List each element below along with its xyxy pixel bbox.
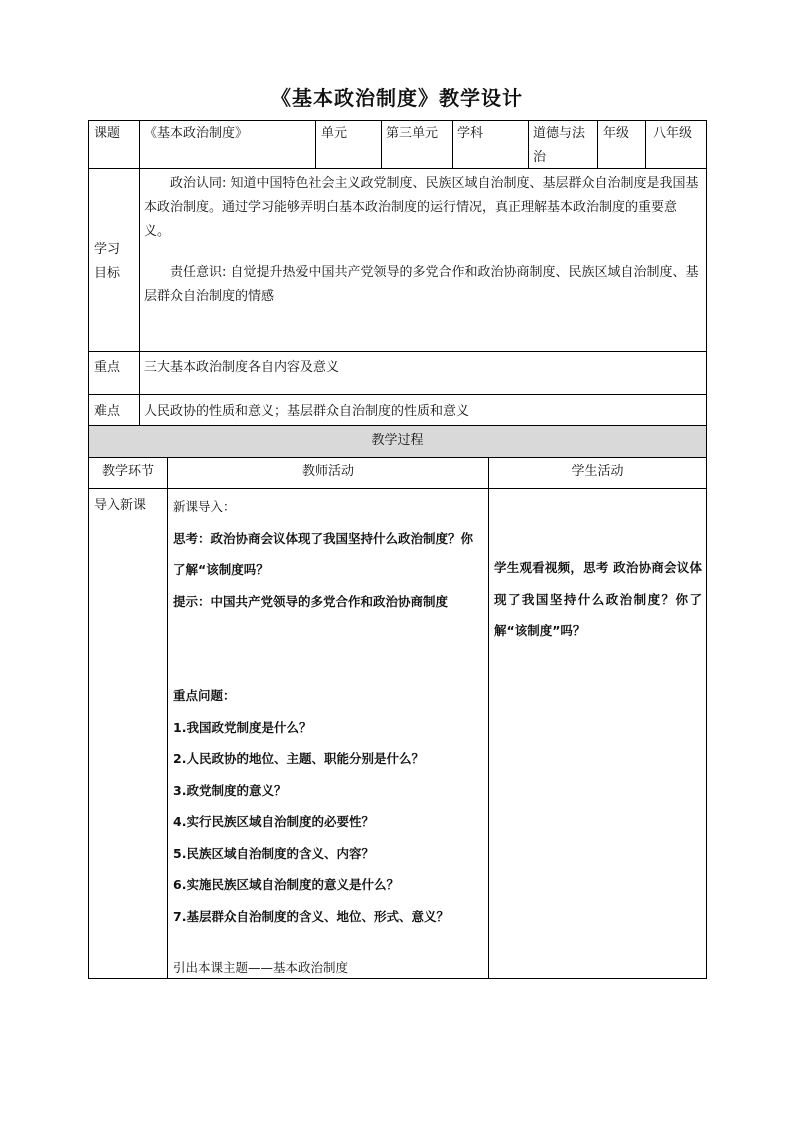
unit-label: 单元 [321,126,348,141]
goals-content [144,172,702,309]
column-divider [139,168,140,425]
spacer [173,932,485,952]
row-divider [88,394,707,395]
subject-value: 道德与法治 [533,126,586,165]
stage-name: 导入新课 [94,498,147,513]
student-activity: 学生观看视频，思考 政治协商会议体现了我国坚持什么政治制度？你了解“该制度”吗？ [494,560,702,638]
intro-line: 新课导入： [173,499,236,514]
question-item: 3.政党制度的意义？ [173,782,287,798]
subject-label: 学科 [457,126,484,141]
spacer [173,617,485,680]
goals-label: 学习目标 [94,242,121,281]
unit-value: 第三单元 [386,126,439,141]
row-divider [88,488,707,489]
column-divider [139,120,140,168]
column-divider [488,457,489,979]
intro-line: 提示：中国共产党领导的多党合作和政治协商制度 [173,593,449,609]
col-teacher-header: 教师活动 [301,464,354,479]
grade-value: 八年级 [653,126,693,141]
question-item: 7.基层群众自治制度的含义、地位、形式、意义？ [173,908,449,924]
column-divider [315,120,316,168]
question-item: 5.民族区域自治制度的含义、内容？ [173,845,374,861]
teacher-activity [173,491,485,984]
row-divider [88,457,707,458]
key-point-text: 三大基本政治制度各自内容及意义 [144,360,340,375]
intro-line: 思考：政治协商会议体现了我国坚持什么政治制度？你了解“该制度吗？ [173,530,474,577]
column-divider [528,120,529,168]
column-divider [645,120,646,168]
difficulty-text: 人民政协的性质和意义；基层群众自治制度的性质和意义 [144,404,470,419]
process-header: 教学过程 [371,433,424,448]
questions-title: 重点问题： [173,688,236,703]
row-divider [88,351,707,352]
column-divider [167,457,168,979]
question-item: 1.我国政党制度是什么？ [173,719,312,735]
col-student-header: 学生活动 [571,464,624,479]
question-item: 6.实施民族区域自治制度的意义是什么？ [173,877,399,892]
goal-paragraph: 责任意识: 自觉提升热爱中国共产党领导的多党合作和政治协商制度、民族区域自治制度、基层群众自治制度的情感 [144,265,699,304]
column-divider [381,120,382,168]
document-title: 《基本政治制度》教学设计 [271,86,523,110]
topic-value: 《基本政治制度》 [144,126,249,141]
lead-out: 引出本课主题——基本政治制度 [173,960,349,975]
row-divider [88,168,707,169]
question-item: 2.人民政协的地位、主题、职能分别是什么？ [173,751,424,766]
key-point-label: 重点 [94,360,121,375]
row-divider [88,425,707,426]
col-stage-header: 教学环节 [101,464,154,479]
goal-paragraph: 政治认同: 知道中国特色社会主义政党制度、民族区域自治制度、基层群众自治制度是我国基本政治制度。通过学习能够弄明白基本政治制度的运行情况，真正理解基本政治制度的重要意义。 [144,176,699,239]
difficulty-label: 难点 [94,404,121,419]
grade-label: 年级 [603,126,630,141]
question-item: 4.实行民族区域自治制度的必要性？ [173,814,374,829]
paragraph-gap [144,244,702,261]
topic-label: 课题 [94,126,121,141]
column-divider [597,120,598,168]
column-divider [452,120,453,168]
